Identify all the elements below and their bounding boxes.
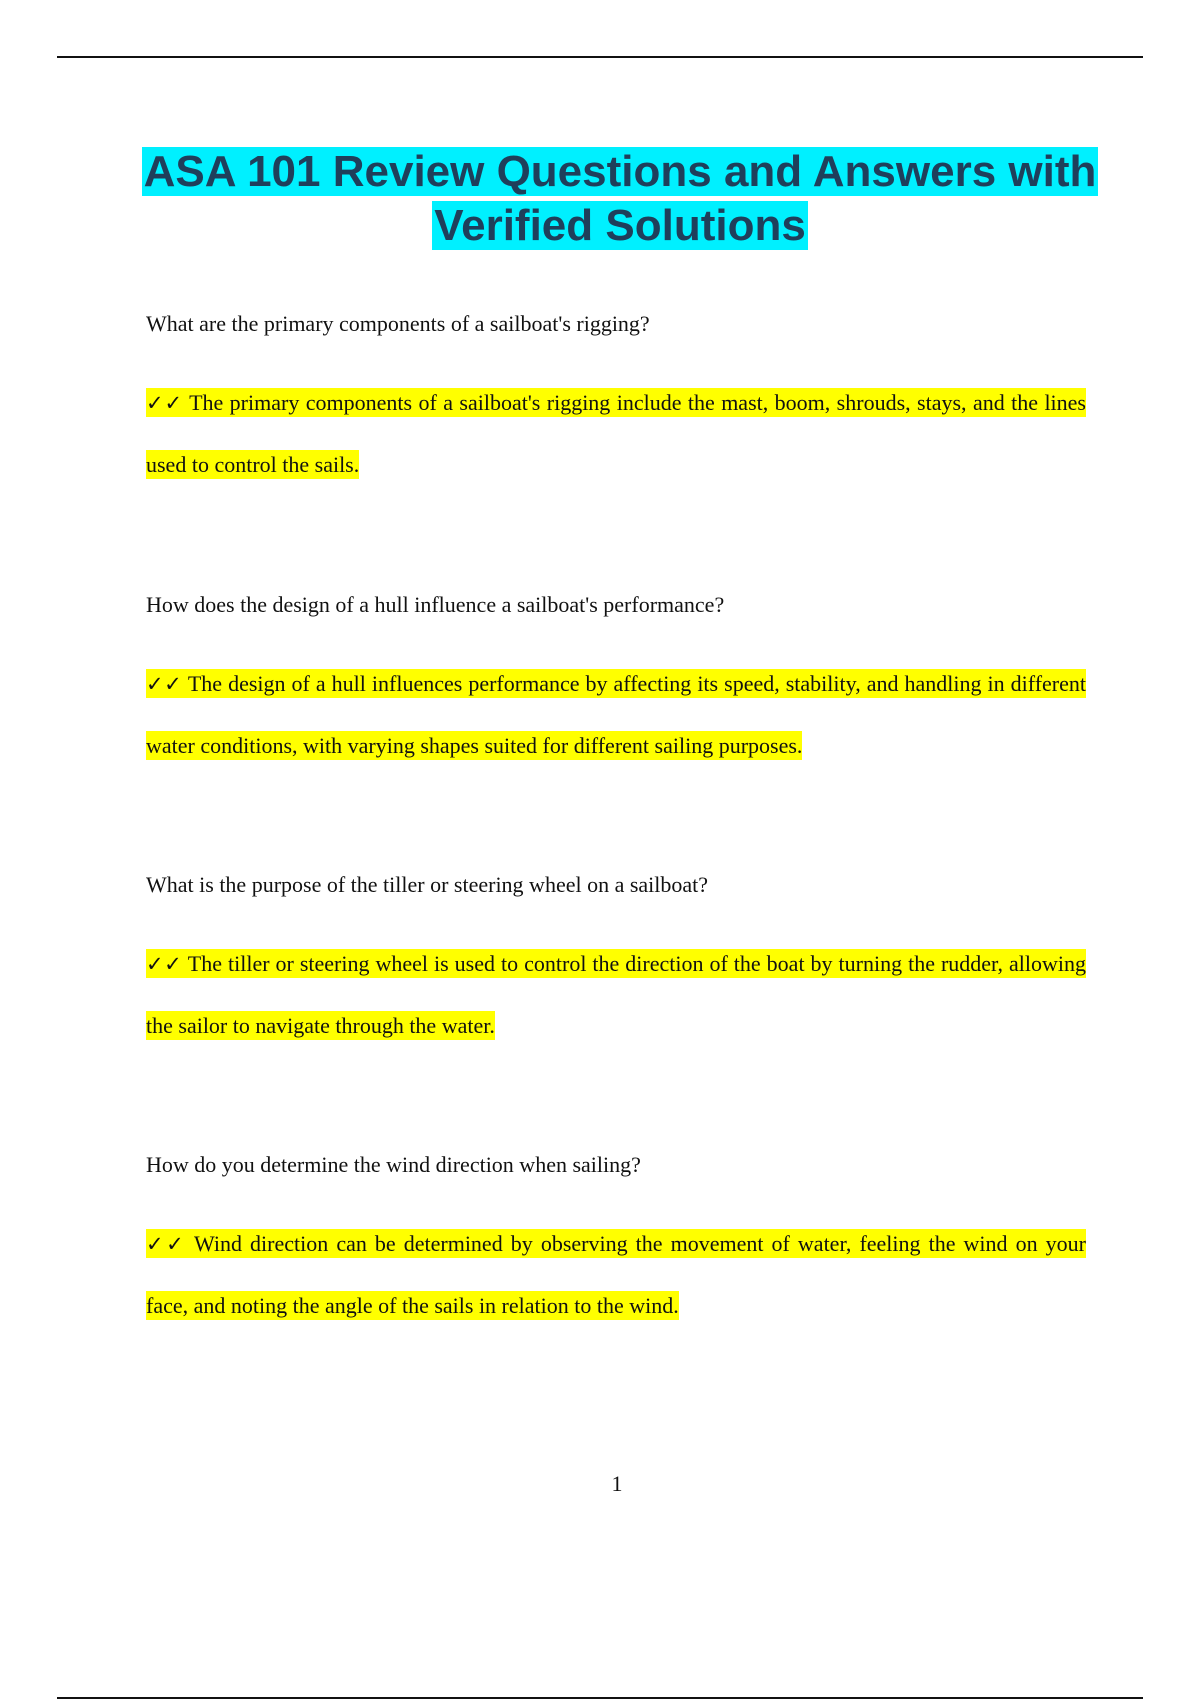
qa-item-1 [146,310,1086,495]
answer-2-highlight [146,669,1086,760]
answer-4-text: Wind direction can be determined by observing the movement of water, feeling the wind on your face, and noting the angle of the sails in relation to the wind. [146,1231,1086,1318]
answer-1 [146,372,1086,495]
question-3: What is the purpose of the tiller or steering wheel on a sailboat? [146,872,709,897]
answer-3-text: The tiller or steering wheel is used to control the direction of the boat by turning the rudder, allowing the sailor to navigate through the water. [146,951,1086,1038]
qa-item-2 [146,591,1086,776]
check-icon: ✓✓ [146,391,184,415]
answer-3-highlight [146,949,1086,1040]
answer-4 [146,1213,1086,1336]
answer-1-text: The primary components of a sailboat's rigging include the mast, boom, shrouds, stays, and the lines used to control the sails. [146,390,1086,477]
question-4: How do you determine the wind direction when sailing? [146,1152,641,1177]
check-icon: ✓✓ [146,1232,187,1256]
answer-3 [146,933,1086,1056]
answer-1-highlight [146,388,1086,479]
answer-4-highlight [146,1229,1086,1320]
document-title [120,145,1120,253]
answer-2 [146,653,1086,776]
qa-item-4 [146,1151,1086,1336]
title-text: ASA 101 Review Questions and Answers with Verified Solutions [143,147,1097,250]
qa-item-3 [146,871,1086,1056]
check-icon: ✓✓ [146,672,183,696]
header-rule [57,56,1143,58]
question-2: How does the design of a hull influence a sailboat's performance? [146,592,725,617]
answer-2-text: The design of a hull influences performance by affecting its speed, stability, and handling in different water conditions, with varying shapes suited for different sailing purposes. [146,671,1086,758]
check-icon: ✓✓ [146,952,183,976]
question-1: What are the primary components of a sailboat's rigging? [146,311,650,336]
page-number: 1 [611,1471,623,1496]
footer-rule [57,1697,1143,1699]
